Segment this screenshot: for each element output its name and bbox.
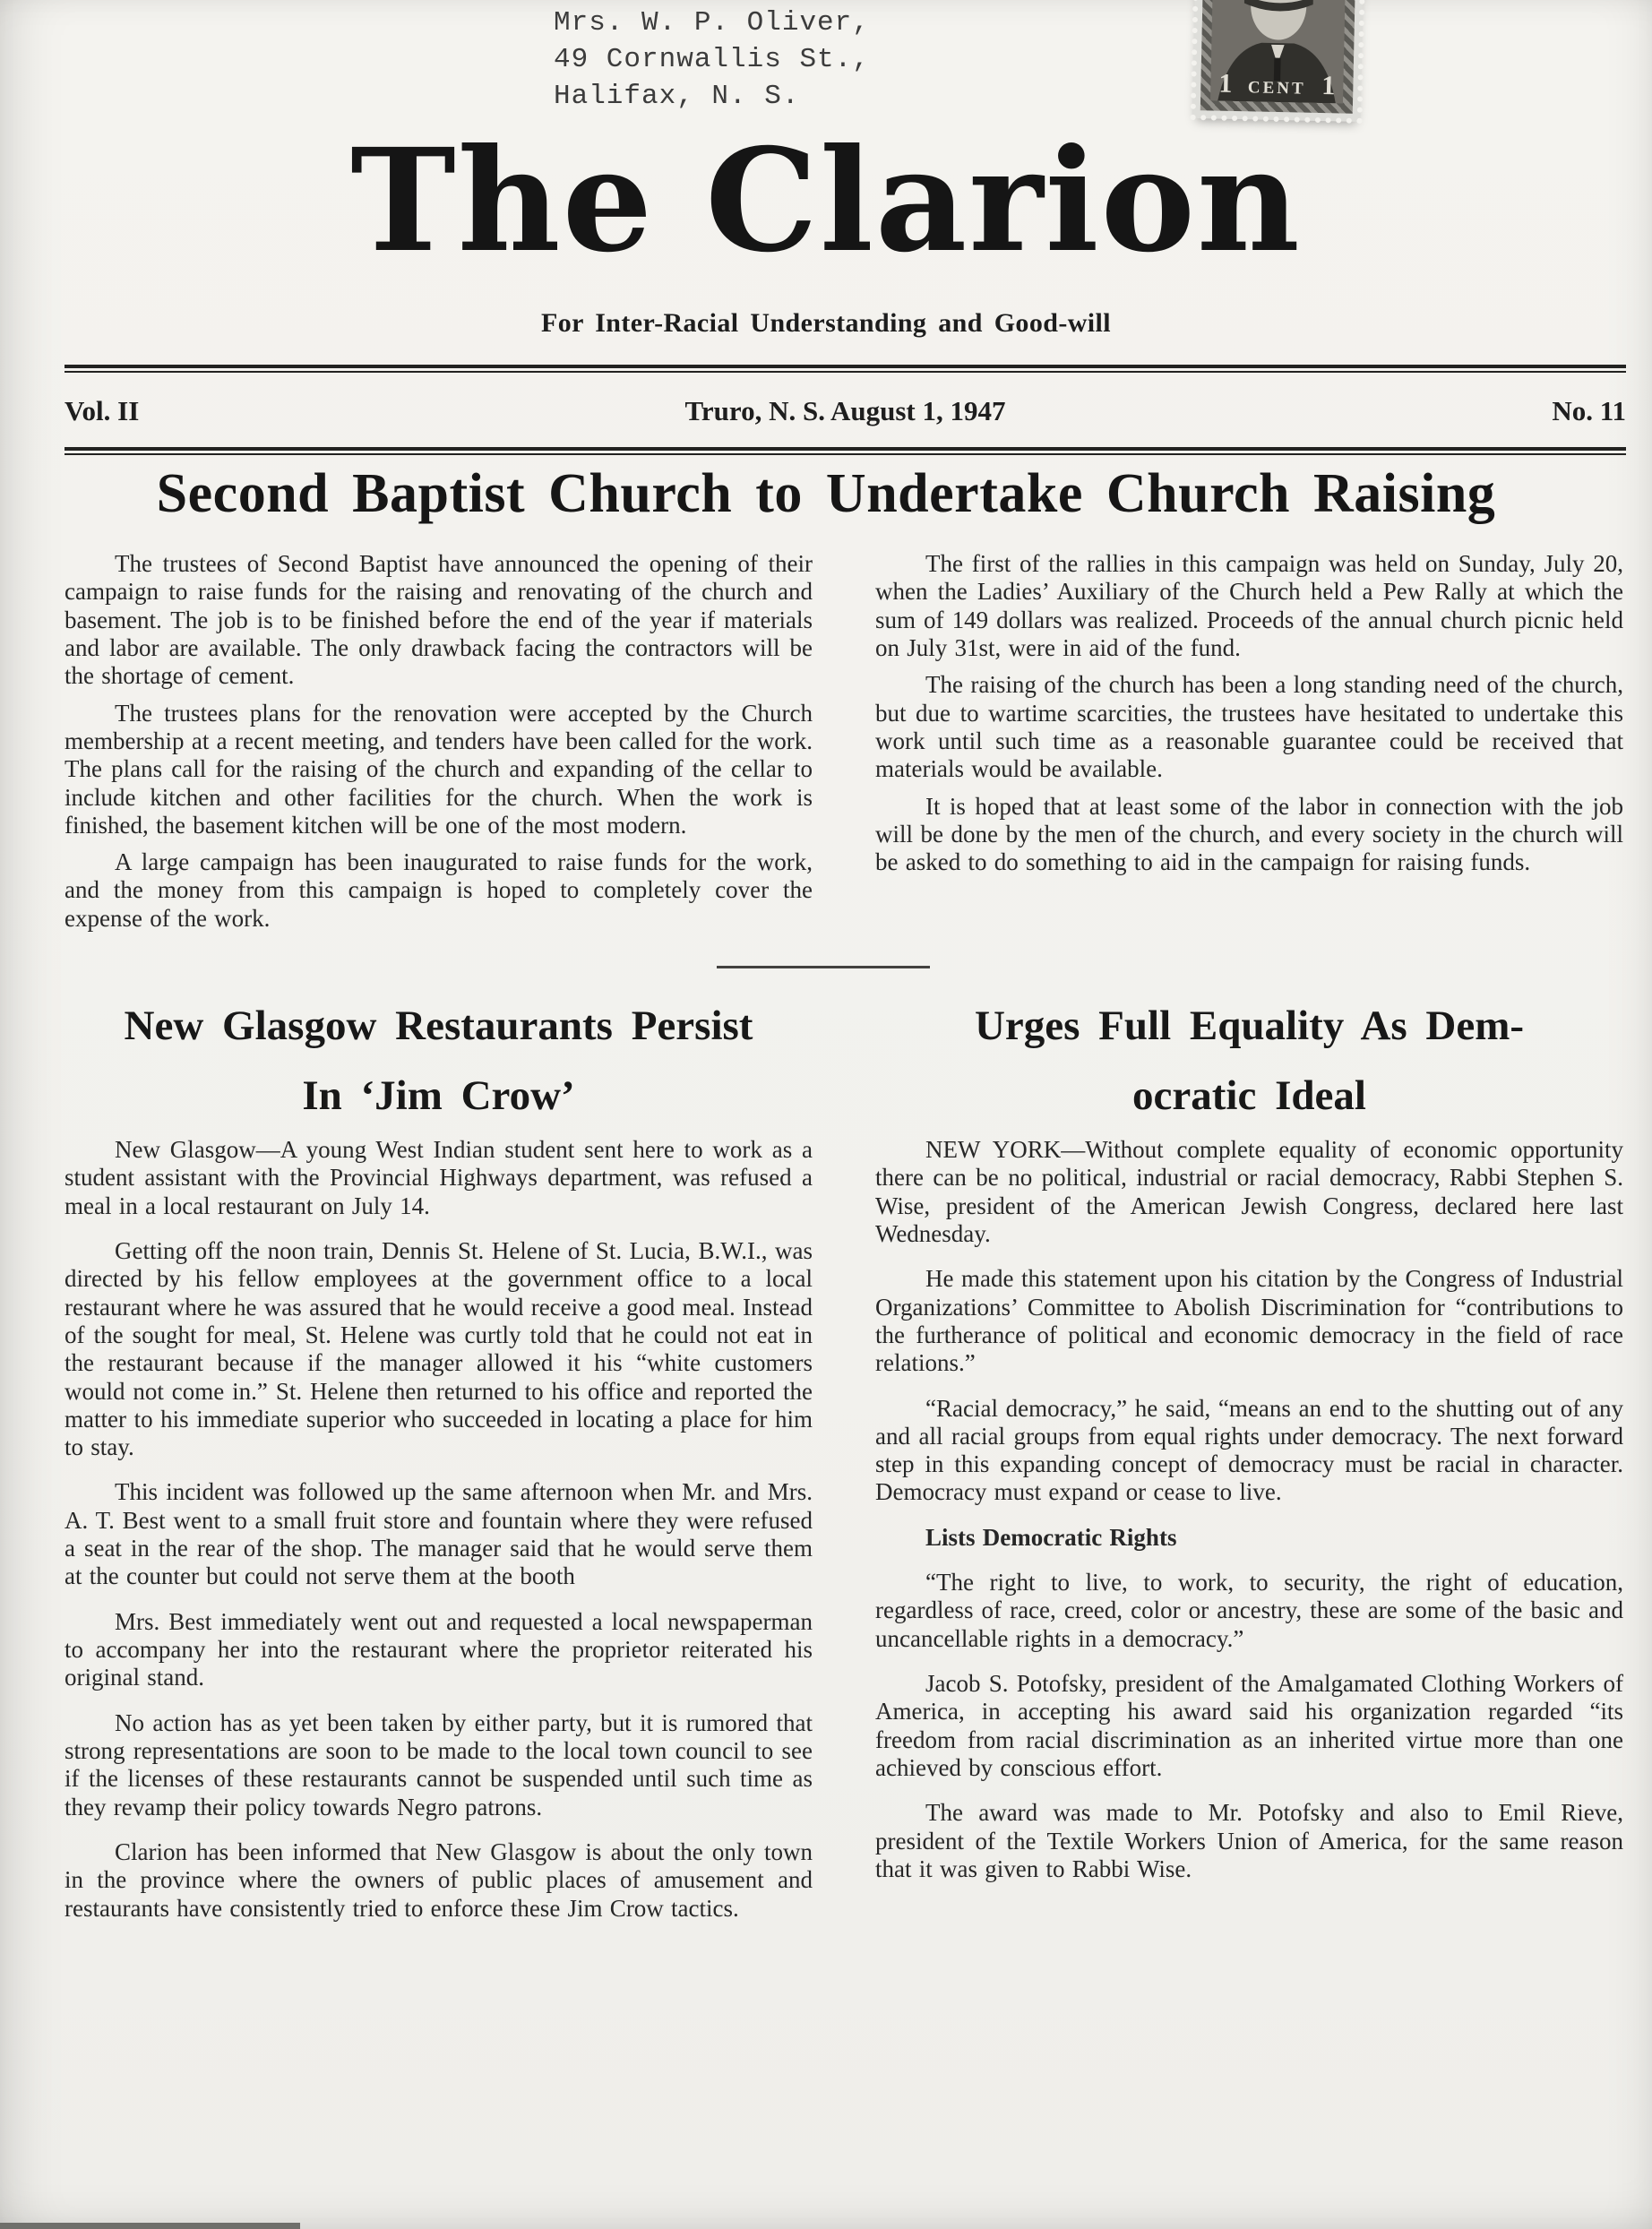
paragraph: The trustees plans for the renovation were accepted by the Church membership at a recent meeting, and tenders have been called for the work. The plans call for the raising of the church and expanding of the cellar to include kitchen and other facilities for the church. When the work is finished, the basement kitchen will be one of the most modern. (65, 699, 813, 839)
masthead-tagline: For Inter-Racial Understanding and Good-will (541, 308, 1111, 338)
place-and-date: Truro, N. S. August 1, 1947 (684, 395, 1006, 426)
stamp-denomination-right: 1 (1321, 71, 1336, 101)
article-equality-headline (875, 991, 1623, 1132)
paragraph: Getting off the noon train, Dennis St. Helene of St. Lucia, B.W.I., was directed by his fellow employees at the government office to a local restaurant where he was assured that he would receive a good meal. Instead of the sought for meal, St. Helene was curtly told that he could not eat in the restaurant because if the manager allowed it his “white customers would not come in.” St. Helene then returned to his office and reported the matter to his immediate superior who succeeded in locating a place for him to stay. (65, 1236, 813, 1461)
stamp-frame (1200, 0, 1356, 114)
article-jim-crow-headline (65, 991, 813, 1132)
stamp-label: CENT (1247, 78, 1306, 99)
paragraph: A large campaign has been inaugurated to raise funds for the work, and the money from this campaign is hoped to completely cover the expense of the work. (65, 848, 813, 932)
subhead-lists-democratic-rights: Lists Democratic Rights (925, 1523, 1177, 1551)
paragraph: The raising of the church has been a long standing need of the church, but due to wartime scarcities, the trustees have hesitated to undertake this work until such time as a reasonable guarantee could be received that materials would be available. (875, 671, 1623, 783)
article-jim-crow-body (65, 1136, 813, 2202)
paragraph: Mrs. Best immediately went out and requested a local newspaperman to accompany her into the restaurant where the proprietor reiterated his original stand. (65, 1607, 813, 1691)
masthead-title: The Clarion (350, 118, 1302, 284)
paragraph: Clarion has been informed that New Glasgow is about the only town in the province where the owners of public places of amusement and restaurants have consistently tried to enforce these Jim Crow tactics. (65, 1837, 813, 1922)
headline-line: In ‘Jim Crow’ (302, 1072, 575, 1120)
mailing-address (554, 5, 870, 116)
second-row-articles (65, 1136, 1623, 2202)
paragraph: No action has as yet been taken by either party, but it is rumored that strong representations are soon to be made to the local town council to see if the licenses of these restaurants cannot be suspended until such time as they revamp their policy towards Negro patrons. (65, 1708, 813, 1820)
stamp-denomination (1210, 68, 1344, 101)
double-rule-top (65, 365, 1626, 373)
main-headline: Second Baptist Church to Undertake Church Raising (156, 463, 1496, 524)
second-row-headlines (65, 991, 1623, 1132)
paragraph: It is hoped that at least some of the labor in connection with the job will be done by the men of the church, and every society in the church will be asked to do something to aid in the campaign for raising funds. (875, 792, 1623, 876)
paragraph: The first of the rallies in this campaign was held on Sunday, July 20, when the Ladies’ Auxiliary of the Church held a Pew Rally at which the sum of 149 dollars was realized. Proceeds of the annual church picnic held on July 31st, were in aid of the fund. (875, 550, 1623, 661)
article-church-raising-left-column (65, 550, 813, 980)
paragraph: “The right to live, to work, to security, the right of education, regardless of race, creed, color or ancestry, these are some of the basic and uncancellable rights in a democracy.” (875, 1569, 1623, 1652)
article-equality-body (875, 1136, 1623, 2202)
stamp-denomination-left: 1 (1218, 68, 1233, 99)
paragraph: New Glasgow—A young West Indian student sent here to work as a student assistant with the Provincial Highways department, was refused a meal in a local restaurant on July 14. (65, 1136, 813, 1219)
paragraph: He made this statement upon his citation by the Congress of Industrial Organizations’ Committee to Abolish Discrimination for “contributions to the furtherance of political and economic democracy in the field of race relations.” (875, 1265, 1623, 1377)
scan-edge-artifact (0, 2223, 300, 2229)
address-line: Halifax, N. S. (554, 80, 800, 112)
double-rule-bottom (65, 447, 1626, 455)
postage-stamp (1192, 0, 1365, 122)
paragraph: NEW YORK—Without complete equality of economic opportunity there can be no political, industrial or racial democracy, Rabbi Stephen S. Wise, president of the American Jewish Congress, declared here last Wednesday. (875, 1136, 1623, 1247)
headline-line: ocratic Ideal (1132, 1072, 1366, 1120)
headline-line: Urges Full Equality As Dem- (974, 1003, 1525, 1049)
paragraph: The award was made to Mr. Potofsky and also to Emil Rieve, president of the Textile Workers Union of America, for the same reason that it was given to Rabbi Wise. (875, 1799, 1623, 1882)
paragraph: Jacob S. Potofsky, president of the Amalgamated Clothing Workers of America, in accepting his award said his organization regarded “its freedom from racial discrimination as an inherited virtue more than one achieved by conscious effort. (875, 1670, 1623, 1781)
paragraph: This incident was followed up the same afternoon when Mr. and Mrs. A. T. Best went to a small fruit store and fountain where they were refused a seat in the rear of the shop. The manager said that he would serve them at the counter but could not serve them at the booth (65, 1478, 813, 1590)
paragraph: “Racial democracy,” he said, “means an end to the shutting out of any and all racial groups from equal rights under democracy. The next forward step in this expanding concept of democracy must be racial in character. Democracy must expand or cease to live. (875, 1394, 1623, 1506)
paragraph: The trustees of Second Baptist have announced the opening of their campaign to raise funds for the raising and renovating of the church and basement. The job is to be finished before the end of the year if materials and labor are available. The only drawback facing the contractors will be the shortage of cement. (65, 550, 813, 690)
stamp-panel (1210, 0, 1347, 104)
volume-number: Vol. II (65, 395, 140, 426)
issue-number: No. 11 (1552, 395, 1626, 426)
article-church-raising (65, 550, 1623, 980)
article-end-rule (717, 966, 930, 968)
dateline (65, 385, 1626, 437)
address-line: 49 Cornwallis St., (554, 43, 870, 75)
article-church-raising-right-column (875, 550, 1623, 980)
headline-line: New Glasgow Restaurants Persist (124, 1003, 753, 1049)
address-line: Mrs. W. P. Oliver, (554, 7, 870, 39)
